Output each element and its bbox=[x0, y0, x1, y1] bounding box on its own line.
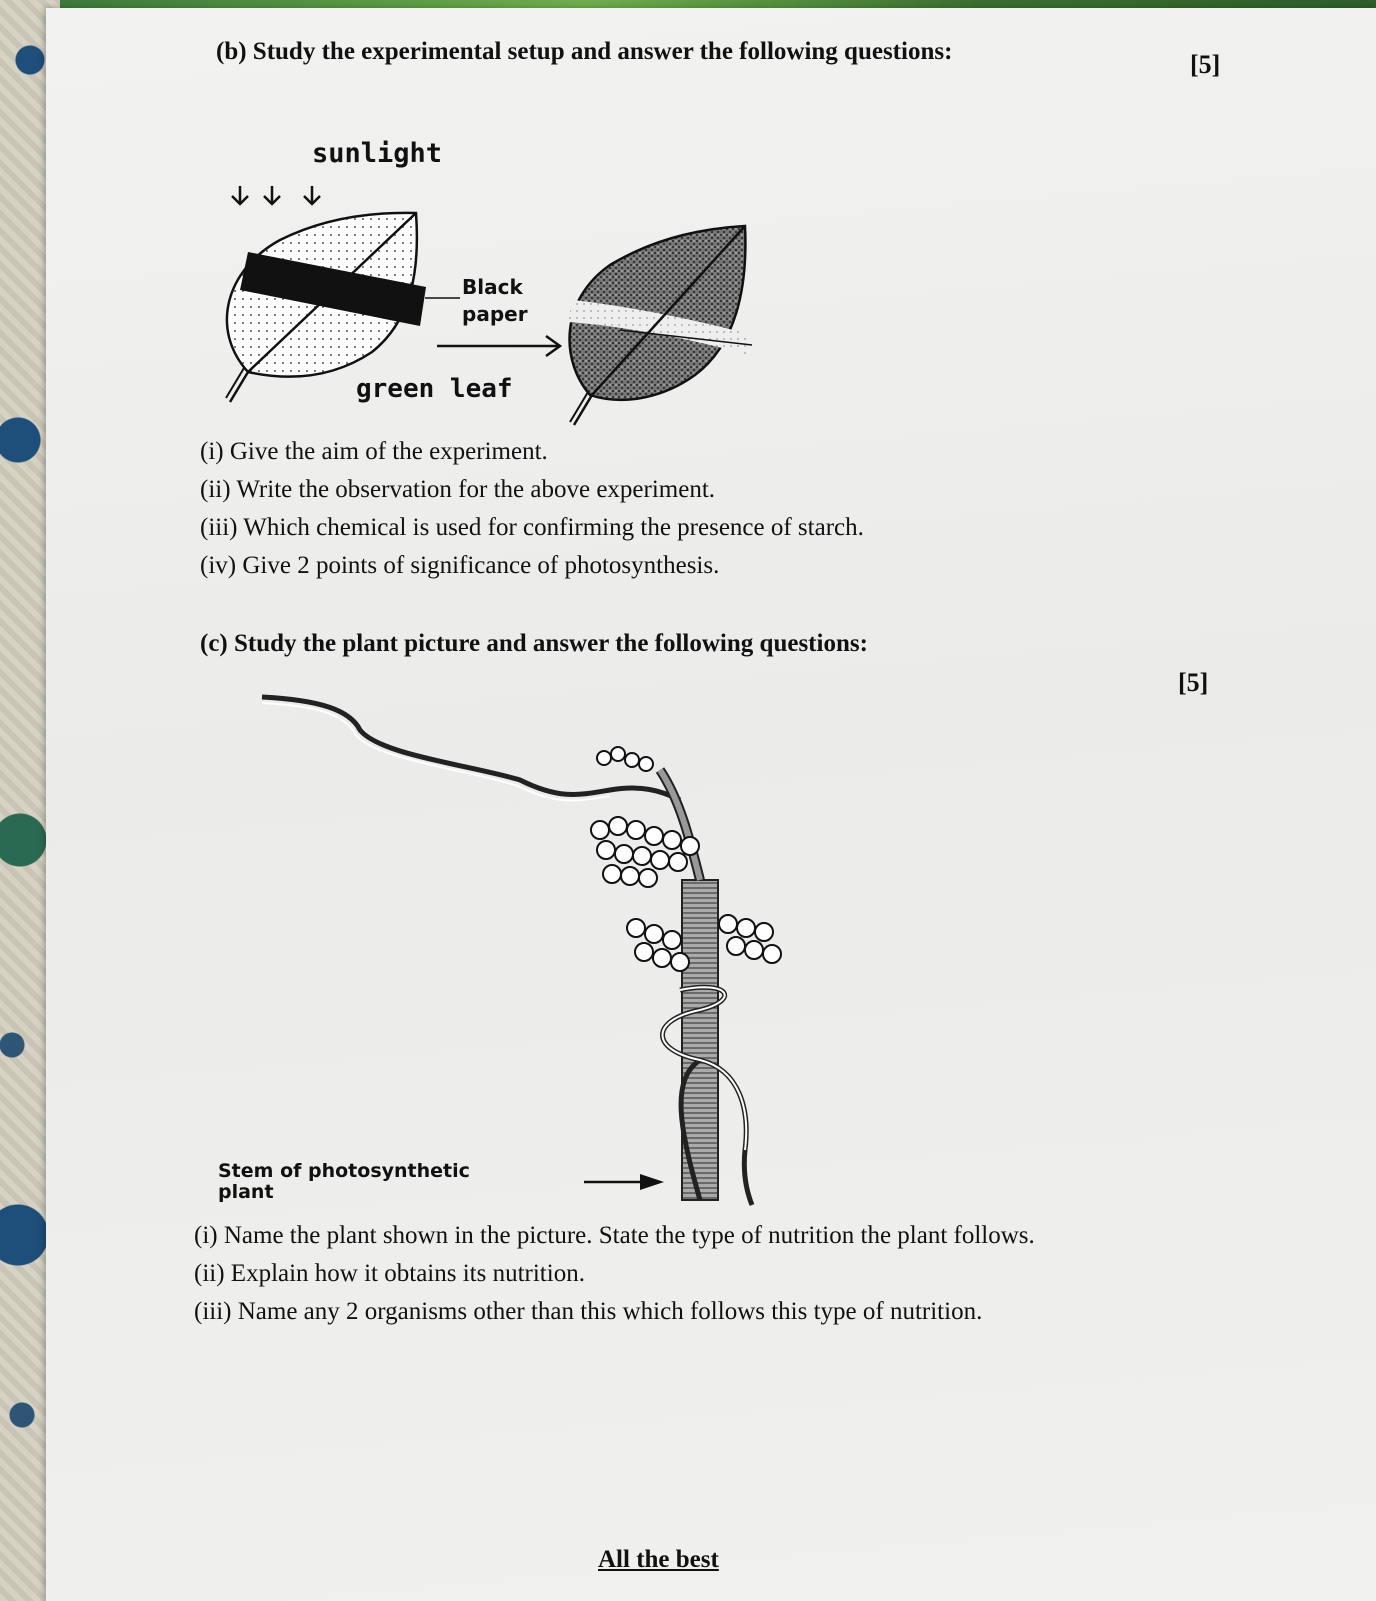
section-b-question-2: (ii) Write the observation for the above experiment. bbox=[200, 476, 716, 503]
stem-label-arrow bbox=[584, 1174, 664, 1190]
section-b-heading: (b) Study the experimental setup and answer the following questions: bbox=[216, 38, 953, 65]
section-c-question-1: (i) Name the plant shown in the picture. State the type of nutrition the plant follows. bbox=[194, 1222, 1035, 1249]
black-paper-label-line2: paper bbox=[462, 302, 528, 326]
black-paper-label-line1: Black bbox=[462, 275, 523, 299]
section-c-marks: [5] bbox=[1178, 668, 1209, 697]
sunlight-label: sunlight bbox=[312, 138, 443, 169]
section-b-question-3: (iii) Which chemical is used for confirming the presence of starch. bbox=[200, 514, 864, 541]
section-b-question-4: (iv) Give 2 points of significance of photosynthesis. bbox=[200, 552, 720, 579]
stem-label-line2: plant bbox=[218, 1181, 274, 1203]
stem-label-line1: Stem of photosynthetic bbox=[218, 1160, 470, 1182]
section-c-question-2: (ii) Explain how it obtains its nutrition. bbox=[194, 1260, 585, 1287]
section-b-marks: [5] bbox=[1190, 50, 1221, 79]
section-c-question-3: (iii) Name any 2 organisms other than this which follows this type of nutrition. bbox=[194, 1298, 983, 1325]
footer-all-the-best: All the best bbox=[598, 1546, 719, 1573]
section-b-question-1: (i) Give the aim of the experiment. bbox=[200, 438, 548, 465]
section-c-heading: (c) Study the plant picture and answer the following questions: bbox=[200, 630, 868, 657]
green-leaf-label: green leaf bbox=[356, 374, 513, 404]
